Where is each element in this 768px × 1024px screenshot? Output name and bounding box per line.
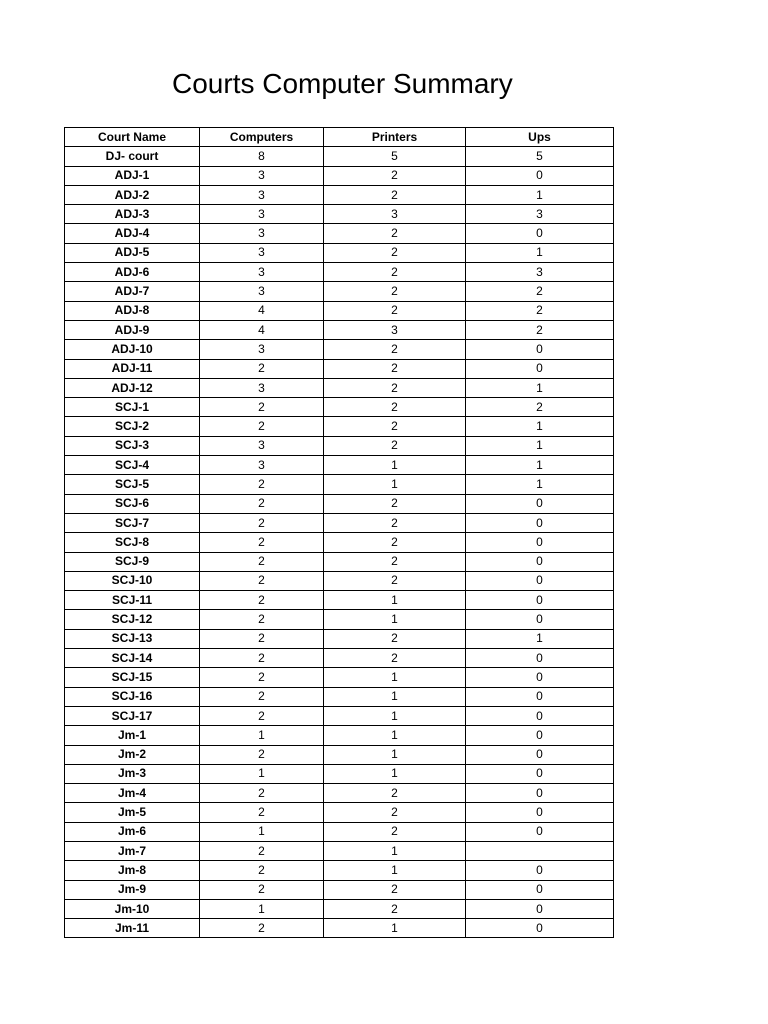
court-name-cell: SCJ-13 bbox=[65, 629, 200, 648]
ups-cell: 0 bbox=[466, 706, 614, 725]
court-name-cell: Jm-8 bbox=[65, 861, 200, 880]
table-row bbox=[65, 571, 614, 590]
printers-cell: 3 bbox=[324, 320, 466, 339]
ups-cell: 0 bbox=[466, 803, 614, 822]
printers-cell: 1 bbox=[324, 706, 466, 725]
table-row bbox=[65, 224, 614, 243]
printers-cell: 1 bbox=[324, 475, 466, 494]
court-name-cell: DJ- court bbox=[65, 147, 200, 166]
computers-cell: 2 bbox=[200, 687, 324, 706]
table-row bbox=[65, 417, 614, 436]
court-name-cell: ADJ-4 bbox=[65, 224, 200, 243]
court-name-cell: SCJ-16 bbox=[65, 687, 200, 706]
ups-cell: 0 bbox=[466, 591, 614, 610]
court-name-cell: ADJ-12 bbox=[65, 378, 200, 397]
ups-cell: 5 bbox=[466, 147, 614, 166]
court-name-cell: ADJ-3 bbox=[65, 205, 200, 224]
computers-cell: 1 bbox=[200, 822, 324, 841]
printers-cell: 2 bbox=[324, 784, 466, 803]
table-row bbox=[65, 726, 614, 745]
table-row bbox=[65, 610, 614, 629]
court-name-cell: Jm-6 bbox=[65, 822, 200, 841]
computers-cell: 2 bbox=[200, 861, 324, 880]
ups-cell: 1 bbox=[466, 378, 614, 397]
ups-cell: 0 bbox=[466, 571, 614, 590]
computers-cell: 2 bbox=[200, 359, 324, 378]
computers-cell: 4 bbox=[200, 320, 324, 339]
court-name-cell: SCJ-1 bbox=[65, 398, 200, 417]
court-name-cell: Jm-11 bbox=[65, 919, 200, 938]
ups-cell: 1 bbox=[466, 629, 614, 648]
table-body bbox=[65, 147, 614, 938]
printers-cell: 2 bbox=[324, 649, 466, 668]
computers-cell: 3 bbox=[200, 243, 324, 262]
court-name-cell: SCJ-9 bbox=[65, 552, 200, 571]
court-name-cell: SCJ-17 bbox=[65, 706, 200, 725]
table-row bbox=[65, 533, 614, 552]
table-row bbox=[65, 803, 614, 822]
printers-cell: 1 bbox=[324, 668, 466, 687]
court-name-cell: ADJ-2 bbox=[65, 185, 200, 204]
ups-cell: 3 bbox=[466, 263, 614, 282]
court-name-cell: SCJ-10 bbox=[65, 571, 200, 590]
computers-cell: 3 bbox=[200, 166, 324, 185]
printers-cell: 2 bbox=[324, 417, 466, 436]
printers-cell: 2 bbox=[324, 398, 466, 417]
printers-cell: 2 bbox=[324, 629, 466, 648]
printers-cell: 2 bbox=[324, 243, 466, 262]
court-name-cell: ADJ-1 bbox=[65, 166, 200, 185]
court-name-cell: ADJ-10 bbox=[65, 340, 200, 359]
header-computers: Computers bbox=[200, 128, 324, 147]
printers-cell: 1 bbox=[324, 687, 466, 706]
computers-cell: 2 bbox=[200, 513, 324, 532]
computers-cell: 3 bbox=[200, 185, 324, 204]
computers-cell: 3 bbox=[200, 340, 324, 359]
table-row bbox=[65, 436, 614, 455]
court-name-cell: Jm-3 bbox=[65, 764, 200, 783]
printers-cell: 1 bbox=[324, 861, 466, 880]
table-row bbox=[65, 475, 614, 494]
printers-cell: 1 bbox=[324, 456, 466, 475]
ups-cell: 0 bbox=[466, 649, 614, 668]
table-row bbox=[65, 301, 614, 320]
table-row bbox=[65, 822, 614, 841]
court-name-cell: SCJ-7 bbox=[65, 513, 200, 532]
computers-cell: 2 bbox=[200, 668, 324, 687]
ups-cell: 0 bbox=[466, 494, 614, 513]
printers-cell: 2 bbox=[324, 359, 466, 378]
table-row bbox=[65, 378, 614, 397]
courts-summary-table bbox=[64, 127, 614, 938]
printers-cell: 2 bbox=[324, 571, 466, 590]
printers-cell: 2 bbox=[324, 822, 466, 841]
computers-cell: 2 bbox=[200, 417, 324, 436]
ups-cell: 0 bbox=[466, 822, 614, 841]
table-row bbox=[65, 629, 614, 648]
table-row bbox=[65, 185, 614, 204]
court-name-cell: SCJ-8 bbox=[65, 533, 200, 552]
computers-cell: 2 bbox=[200, 494, 324, 513]
computers-cell: 2 bbox=[200, 745, 324, 764]
table-row bbox=[65, 745, 614, 764]
court-name-cell: ADJ-9 bbox=[65, 320, 200, 339]
ups-cell: 1 bbox=[466, 417, 614, 436]
ups-cell: 1 bbox=[466, 475, 614, 494]
printers-cell: 1 bbox=[324, 764, 466, 783]
ups-cell: 0 bbox=[466, 166, 614, 185]
computers-cell: 3 bbox=[200, 205, 324, 224]
printers-cell: 1 bbox=[324, 591, 466, 610]
ups-cell bbox=[466, 841, 614, 860]
computers-cell: 2 bbox=[200, 706, 324, 725]
computers-cell: 1 bbox=[200, 899, 324, 918]
ups-cell: 0 bbox=[466, 224, 614, 243]
table-row bbox=[65, 205, 614, 224]
computers-cell: 1 bbox=[200, 726, 324, 745]
computers-cell: 1 bbox=[200, 764, 324, 783]
court-name-cell: ADJ-7 bbox=[65, 282, 200, 301]
court-name-cell: SCJ-2 bbox=[65, 417, 200, 436]
table-row bbox=[65, 591, 614, 610]
table-row bbox=[65, 166, 614, 185]
printers-cell: 5 bbox=[324, 147, 466, 166]
printers-cell: 2 bbox=[324, 263, 466, 282]
printers-cell: 1 bbox=[324, 726, 466, 745]
printers-cell: 2 bbox=[324, 513, 466, 532]
table-row bbox=[65, 513, 614, 532]
printers-cell: 2 bbox=[324, 340, 466, 359]
court-name-cell: Jm-2 bbox=[65, 745, 200, 764]
table-row bbox=[65, 552, 614, 571]
printers-cell: 1 bbox=[324, 610, 466, 629]
court-name-cell: SCJ-11 bbox=[65, 591, 200, 610]
ups-cell: 0 bbox=[466, 340, 614, 359]
computers-cell: 2 bbox=[200, 880, 324, 899]
computers-cell: 3 bbox=[200, 263, 324, 282]
table-row bbox=[65, 861, 614, 880]
printers-cell: 2 bbox=[324, 552, 466, 571]
ups-cell: 0 bbox=[466, 552, 614, 571]
header-row bbox=[65, 128, 614, 147]
table-row bbox=[65, 147, 614, 166]
header-court-name: Court Name bbox=[65, 128, 200, 147]
printers-cell: 2 bbox=[324, 166, 466, 185]
computers-cell: 2 bbox=[200, 475, 324, 494]
table-row bbox=[65, 282, 614, 301]
computers-cell: 3 bbox=[200, 436, 324, 455]
printers-cell: 1 bbox=[324, 919, 466, 938]
computers-cell: 3 bbox=[200, 378, 324, 397]
computers-cell: 3 bbox=[200, 456, 324, 475]
ups-cell: 2 bbox=[466, 301, 614, 320]
court-name-cell: SCJ-14 bbox=[65, 649, 200, 668]
computers-cell: 3 bbox=[200, 282, 324, 301]
computers-cell: 2 bbox=[200, 571, 324, 590]
table-header bbox=[65, 128, 614, 147]
court-name-cell: SCJ-4 bbox=[65, 456, 200, 475]
ups-cell: 0 bbox=[466, 687, 614, 706]
table-row bbox=[65, 880, 614, 899]
printers-cell: 2 bbox=[324, 533, 466, 552]
ups-cell: 1 bbox=[466, 436, 614, 455]
table-row bbox=[65, 243, 614, 262]
computers-cell: 2 bbox=[200, 591, 324, 610]
table-row bbox=[65, 668, 614, 687]
printers-cell: 2 bbox=[324, 880, 466, 899]
computers-cell: 3 bbox=[200, 224, 324, 243]
table-row bbox=[65, 456, 614, 475]
ups-cell: 0 bbox=[466, 919, 614, 938]
printers-cell: 2 bbox=[324, 301, 466, 320]
printers-cell: 2 bbox=[324, 436, 466, 455]
ups-cell: 0 bbox=[466, 668, 614, 687]
header-printers: Printers bbox=[324, 128, 466, 147]
computers-cell: 4 bbox=[200, 301, 324, 320]
table-row bbox=[65, 398, 614, 417]
ups-cell: 0 bbox=[466, 359, 614, 378]
computers-cell: 8 bbox=[200, 147, 324, 166]
court-name-cell: ADJ-8 bbox=[65, 301, 200, 320]
ups-cell: 0 bbox=[466, 899, 614, 918]
ups-cell: 2 bbox=[466, 282, 614, 301]
table-row bbox=[65, 899, 614, 918]
ups-cell: 0 bbox=[466, 513, 614, 532]
court-name-cell: SCJ-6 bbox=[65, 494, 200, 513]
ups-cell: 2 bbox=[466, 320, 614, 339]
ups-cell: 1 bbox=[466, 243, 614, 262]
printers-cell: 2 bbox=[324, 378, 466, 397]
computers-cell: 2 bbox=[200, 629, 324, 648]
court-name-cell: Jm-9 bbox=[65, 880, 200, 899]
table-row bbox=[65, 841, 614, 860]
printers-cell: 2 bbox=[324, 224, 466, 243]
court-name-cell: ADJ-11 bbox=[65, 359, 200, 378]
table-row bbox=[65, 320, 614, 339]
ups-cell: 0 bbox=[466, 610, 614, 629]
court-name-cell: Jm-1 bbox=[65, 726, 200, 745]
table-row bbox=[65, 687, 614, 706]
page-title: Courts Computer Summary bbox=[172, 68, 513, 99]
court-name-cell: SCJ-5 bbox=[65, 475, 200, 494]
header-ups: Ups bbox=[466, 128, 614, 147]
ups-cell: 0 bbox=[466, 861, 614, 880]
court-name-cell: Jm-7 bbox=[65, 841, 200, 860]
table-row bbox=[65, 919, 614, 938]
court-name-cell: ADJ-5 bbox=[65, 243, 200, 262]
ups-cell: 2 bbox=[466, 398, 614, 417]
court-name-cell: ADJ-6 bbox=[65, 263, 200, 282]
table-row bbox=[65, 784, 614, 803]
ups-cell: 1 bbox=[466, 456, 614, 475]
computers-cell: 2 bbox=[200, 533, 324, 552]
printers-cell: 2 bbox=[324, 899, 466, 918]
ups-cell: 3 bbox=[466, 205, 614, 224]
court-name-cell: SCJ-12 bbox=[65, 610, 200, 629]
printers-cell: 1 bbox=[324, 745, 466, 764]
printers-cell: 2 bbox=[324, 185, 466, 204]
printers-cell: 1 bbox=[324, 841, 466, 860]
printers-cell: 2 bbox=[324, 282, 466, 301]
court-name-cell: SCJ-15 bbox=[65, 668, 200, 687]
court-name-cell: Jm-4 bbox=[65, 784, 200, 803]
court-name-cell: SCJ-3 bbox=[65, 436, 200, 455]
court-name-cell: Jm-10 bbox=[65, 899, 200, 918]
ups-cell: 0 bbox=[466, 745, 614, 764]
table-row bbox=[65, 649, 614, 668]
table-row bbox=[65, 340, 614, 359]
computers-cell: 2 bbox=[200, 803, 324, 822]
printers-cell: 2 bbox=[324, 494, 466, 513]
ups-cell: 0 bbox=[466, 784, 614, 803]
ups-cell: 0 bbox=[466, 533, 614, 552]
ups-cell: 0 bbox=[466, 764, 614, 783]
table-row bbox=[65, 764, 614, 783]
computers-cell: 2 bbox=[200, 919, 324, 938]
computers-cell: 2 bbox=[200, 784, 324, 803]
ups-cell: 0 bbox=[466, 880, 614, 899]
table-row bbox=[65, 706, 614, 725]
computers-cell: 2 bbox=[200, 610, 324, 629]
printers-cell: 3 bbox=[324, 205, 466, 224]
ups-cell: 1 bbox=[466, 185, 614, 204]
computers-cell: 2 bbox=[200, 398, 324, 417]
computers-cell: 2 bbox=[200, 649, 324, 668]
printers-cell: 2 bbox=[324, 803, 466, 822]
table-row bbox=[65, 263, 614, 282]
computers-cell: 2 bbox=[200, 552, 324, 571]
table-row bbox=[65, 359, 614, 378]
ups-cell: 0 bbox=[466, 726, 614, 745]
computers-cell: 2 bbox=[200, 841, 324, 860]
court-name-cell: Jm-5 bbox=[65, 803, 200, 822]
table-row bbox=[65, 494, 614, 513]
